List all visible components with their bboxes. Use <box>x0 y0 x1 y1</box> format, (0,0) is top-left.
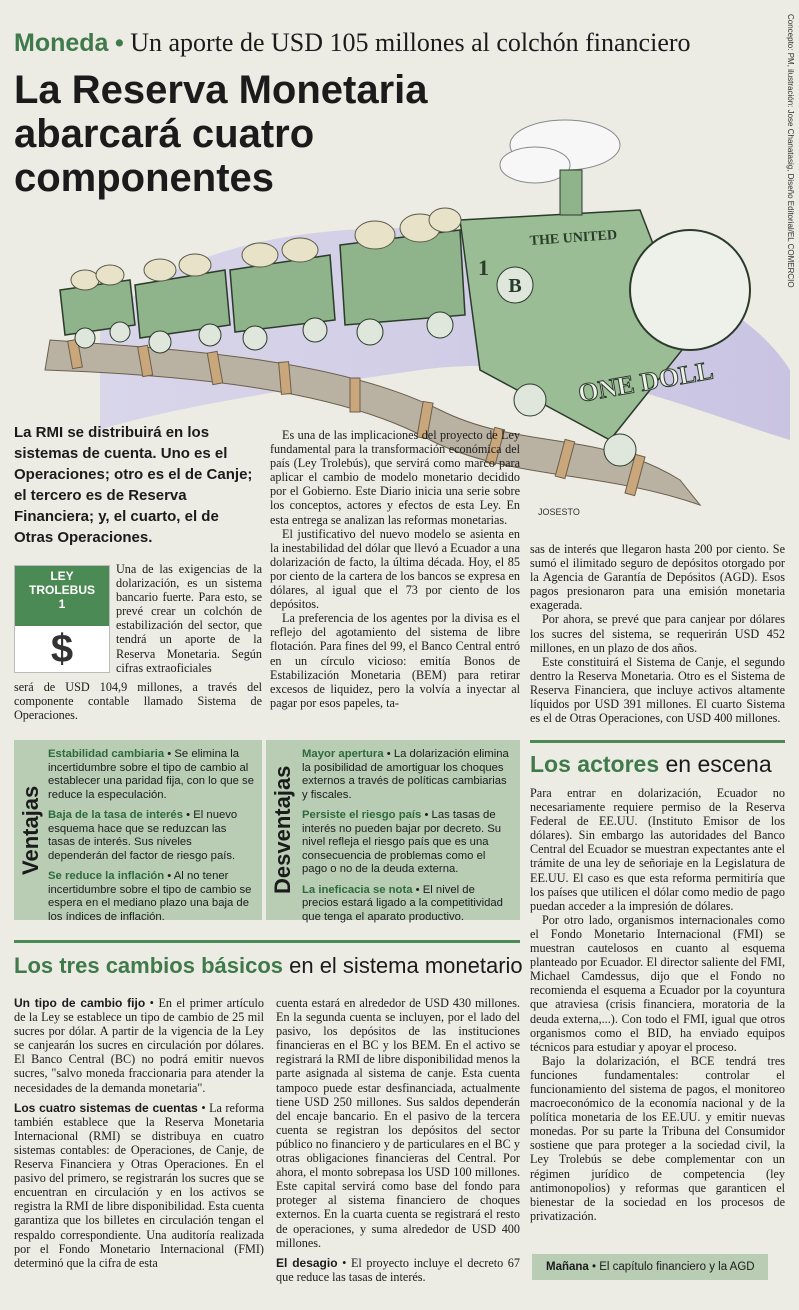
desventaja-title: Persiste el riesgo país <box>302 809 422 821</box>
col2-p2: El justificativo del nuevo modelo se asienta en la inestabilidad del dólar que llevó a Ecuador a una dolarización de facto, la última década. Hoy, el 85 por ciento de la cartera de los bancos se expresa en dólares, al igual que el 73 por ciento de los depósitos. <box>270 526 520 612</box>
kicker-bullet: • <box>114 29 124 57</box>
desagio-title: El desagio <box>276 1255 338 1270</box>
cambios-col2-text: cuenta estará en alrededor de USD 430 millones. En la segunda cuenta se incluyen, por el lado del pasivo, los depósitos de las instituciones financieras en el BC y los BEM. En el activo se registrará la RMI de libre disponibilidad menos la parte asignada al sistema de canje. Esta cuenta tampoco puede estar desfinanciada, actualmente tiene USD 250 millones. Sus saldos dependerán del encaje bancario. En el pasivo de la tercera cuenta se registran los depósitos del sector público no financiero y de particulares en el BC y otras obligaciones financieras del Central. Por ahora, el monto sobrepasa los USD 100 millones. Este capital servirá como base del fondo para proteger al sistema financiero de choques externos. En la cuarta cuenta se registrará el resto de operaciones, y suma alrededor de USD 400 millones. <box>276 996 520 1250</box>
ventajas-box <box>14 740 262 923</box>
actores-p2: Por otro lado, organismos internacionales como el Fondo Monetario Internacional (FMI) se muestran cautelosos en cuanto al esquema planteado por Ecuador. El director saliente del FMI, Michael Camdessus, dijo que el Fondo no recomienda el esquema a Ecuador por la coyuntura que atraviesa (crisis financiera, moratoria de la deuda externa,...). Con todo el FMI, igual que otros organismos como el BID, ha enviado equipos técnicos para estudiar y apoyar el proceso. <box>530 912 785 1054</box>
desventaja-title: La ineficacia se nota <box>302 883 413 896</box>
col1-intro-top <box>116 562 262 674</box>
ventaja-item <box>48 748 254 802</box>
chimney <box>560 170 582 215</box>
desventajas-items <box>302 748 512 931</box>
actores-heading <box>530 750 772 778</box>
lead-paragraph: La RMI se distribuirá en los sistemas de cuenta. Uno es el Operaciones; otro es el de Canje; el tercero es de Reserva Financiera; y, el cuarto, el de Otras Operaciones. <box>14 424 253 546</box>
actores-title-rest: en escena <box>659 751 772 777</box>
column-2 <box>270 428 520 710</box>
cambio-text: • En el primer artículo de la Ley se establece un tipo de cambio de 25 mil sucres por dólar. A partir de la vigencia de la Ley se canjearán los sucres en circulación por dólares. El Banco Central (BC) no podrá emitir nuevos sucres, "salvo moneda fraccionaria para atender la necesidades de la demanda monetaria". <box>14 996 264 1095</box>
cambios-column-1 <box>14 996 264 1270</box>
ley-trolebus-badge <box>14 565 110 673</box>
ventajas-items <box>48 748 254 931</box>
desventaja-text: • La dolarización elimina la posibilidad de amortiguar los choques externos a través de políticas cambiarias y fiscales. <box>302 748 509 801</box>
desventaja-item <box>302 748 512 802</box>
ventaja-text: • Se elimina la incertidumbre sobre el tipo de cambio al establecer una paridad fija, con lo que se reduce la especulación. <box>48 748 254 801</box>
desagio-text: • El proyecto incluye el decreto 67 que reduce las tasas de interés. <box>276 1255 520 1284</box>
bill-letter: B <box>508 275 522 297</box>
ventaja-text: • Al no tener incertidumbre sobre el tipo de cambio se espera en el mediano plazo una baja de los índices de inflación. <box>48 870 252 923</box>
cambios-heading <box>14 952 523 980</box>
kicker <box>14 28 691 58</box>
cambios-column-2 <box>276 996 520 1284</box>
desventaja-item <box>302 809 512 877</box>
col1-intro-bottom <box>14 680 262 722</box>
col3-p2: Por ahora, se prevé que para canjear por dólares los sucres del sistema, se requerirán USD 452 millones, en un plazo de dos años. <box>530 612 785 655</box>
ventaja-title: Baja de la tasa de interés <box>48 809 184 821</box>
col1-paragraph: Una de las exigencias de la dolarización, es un sistema bancario fuerte. Para esto, se prevé crear un colchón de estabilización del sector, que tendrá un aporte de la Reserva Monetaria. Según cifras extraoficiales <box>116 562 262 674</box>
ventajas-label: Ventajas <box>18 785 43 875</box>
bill-text-1: THE UNITED <box>529 227 618 249</box>
badge-line2: TROLEBUS <box>29 583 95 597</box>
portrait-medallion <box>630 230 750 350</box>
badge-line1: LEY <box>50 569 74 583</box>
actores-column <box>530 786 785 1223</box>
desventaja-title: Mayor apertura <box>302 748 384 760</box>
actores-p1: Para entrar en dolarización, Ecuador no necesariamente requiere permiso de la Reserva Federal de EE.UU. (Instituto Emisor de los dólares). Sin embargo las autoridades del Banco Central del Ecuador se muestran expectantes ante el trámite de una ley de señoriaje en la Legislatura de EE.UU. El caso es que esta reforma permitiría que los países que utilicen el dólar como medio de pago puedan acceder a la impresión de dólares. <box>530 786 785 913</box>
cambio-title: Un tipo de cambio fijo <box>14 996 146 1010</box>
desventajas-box <box>266 740 520 923</box>
actores-p3: Bajo la dolarización, el BCE tendrá tres funciones fundamentales: controlar el funcionamiento del sistema de pagos, el monitoreo macroeconómico de la economía nacional y de la política monetaria de los EE.UU. y emitir nuevas monedas. Por su parte la Tribuna del Consumidor sostiene que para proteger a la sociedad civil, la Ley Trolebús se debe complementar con un régimen jurídico de competencia (ley antimonopolios) y reformas que garanticen el bienestar de la sociedad en los procesos de privatización. <box>530 1053 785 1223</box>
manana-teaser <box>532 1254 768 1280</box>
manana-label: Mañana <box>546 1261 589 1273</box>
bill-text-2: ONE DOLL <box>576 355 716 408</box>
col2-p1: Es una de las implicaciones del proyecto de Ley fundamental para la transformación económica del país (Ley Trolebús), que servirá como marco para aplicar el cambio de modelo monetario decidido por el Gobierno. Este Diario inicia una serie sobre los conceptos, actores y efectos de esta Ley. En esta entrega se analizan las reformas monetarias. <box>270 428 520 527</box>
ventaja-item <box>48 870 254 924</box>
desventaja-text: • Las tasas de interés no pueden bajar por decreto. Su nivel refleja el riesgo país que es una consecuencia de problemas como el pago o no de la deuda externa. <box>302 809 502 875</box>
desagio-item <box>276 1256 520 1284</box>
illustrator-signature: JOSESTO <box>538 507 580 517</box>
col3-p1: sas de interés que llegaron hasta 200 por ciento. Se sumó el ilimitado seguro de depósitos otorgado por la Agencia de Garantía de Depósitos (AGD). Esos pagos presionaron para una emisión monetaria exagerada. <box>530 542 785 613</box>
desventaja-item <box>302 884 512 925</box>
column-3 <box>530 542 785 725</box>
headline: La Reserva Monetaria abarcará cuatro componentes <box>14 68 428 200</box>
desventajas-label: Desventajas <box>270 765 295 895</box>
ventaja-text: • El nuevo esquema hace que se reduzcan las tasas de interés. Sus niveles dependerán del factor de riesgo país. <box>48 809 238 862</box>
col2-p3: La preferencia de los agentes por la divisa es el reflejo del agotamiento del sistema de libre flotación. Para fines del 99, el Banco Central entró en un círculo vicioso: emitía Bonos de Estabilización Monetaria (BEM) para retirar excesos de liquidez, pero la volvía a inyectar al pagar por esos papeles, ta- <box>270 611 520 710</box>
badge-line3: 1 <box>58 597 66 611</box>
ventaja-title: Estabilidad cambiaria <box>48 748 165 760</box>
cambio-text: • La reforma también establece que la Reserva Monetaria Internacional (RMI) se distribuya en cuatro sistemas contables: de Operaciones, de Canje, de Reserva Financiera y Otras Operaciones. En el pasivo del primero, se registrarán los sucres que se encuentran en circulación y en los activos se registra la RMI de libre disponibilidad. Esta cuenta garantiza que los billetes en circulación tengan el respaldo correspondiente. Una auditoría realizada por el Fondo Monetario Internacional (FMI) determinó que la cifra de esta <box>14 1100 264 1270</box>
kicker-section: Moneda <box>14 29 109 57</box>
ventaja-title: Se reduce la inflación <box>48 870 165 882</box>
col1-paragraph-tail: será de USD 104,9 millones, a través del componente contable llamado Sistema de Operaciones. <box>14 680 262 723</box>
cambio-title: Los cuatro sistemas de cuentas <box>14 1100 198 1115</box>
cambios-title-rest: en el sistema monetario <box>283 953 523 978</box>
cambio-item <box>14 1101 264 1270</box>
manana-text: • El capítulo financiero y la AGD <box>588 1261 755 1273</box>
col3-p3: Este constituirá el Sistema de Canje, el segundo dentro la Reserva Monetaria. Otro es el Sistema de Reserva Financiera, que incluye activos altamente líquidos por USD 391 millones. El cuarto Sistema es el de Otras Operaciones, con USD 400 millones. <box>530 654 785 726</box>
cambios-title-bold: Los tres cambios básicos <box>14 953 283 978</box>
kicker-text: Un aporte de USD 105 millones al colchón financiero <box>130 28 691 57</box>
photo-credit: Concepto: PM, ilustración: Jose Chanatasig, Diseño Editorial/EL COMERCIO <box>786 14 795 288</box>
cambio-item <box>14 996 264 1095</box>
actores-rule <box>530 740 785 743</box>
actores-title-bold: Los actores <box>530 751 660 777</box>
ventaja-item <box>48 809 254 863</box>
bill-digit: 1 <box>478 255 489 280</box>
desventaja-text: • El nivel de precios estará ligado a la competitividad que tenga el aparato productivo. <box>302 883 503 923</box>
badge-label <box>15 566 109 626</box>
cambios-rule <box>14 940 520 943</box>
dollar-icon: $ <box>50 627 74 671</box>
